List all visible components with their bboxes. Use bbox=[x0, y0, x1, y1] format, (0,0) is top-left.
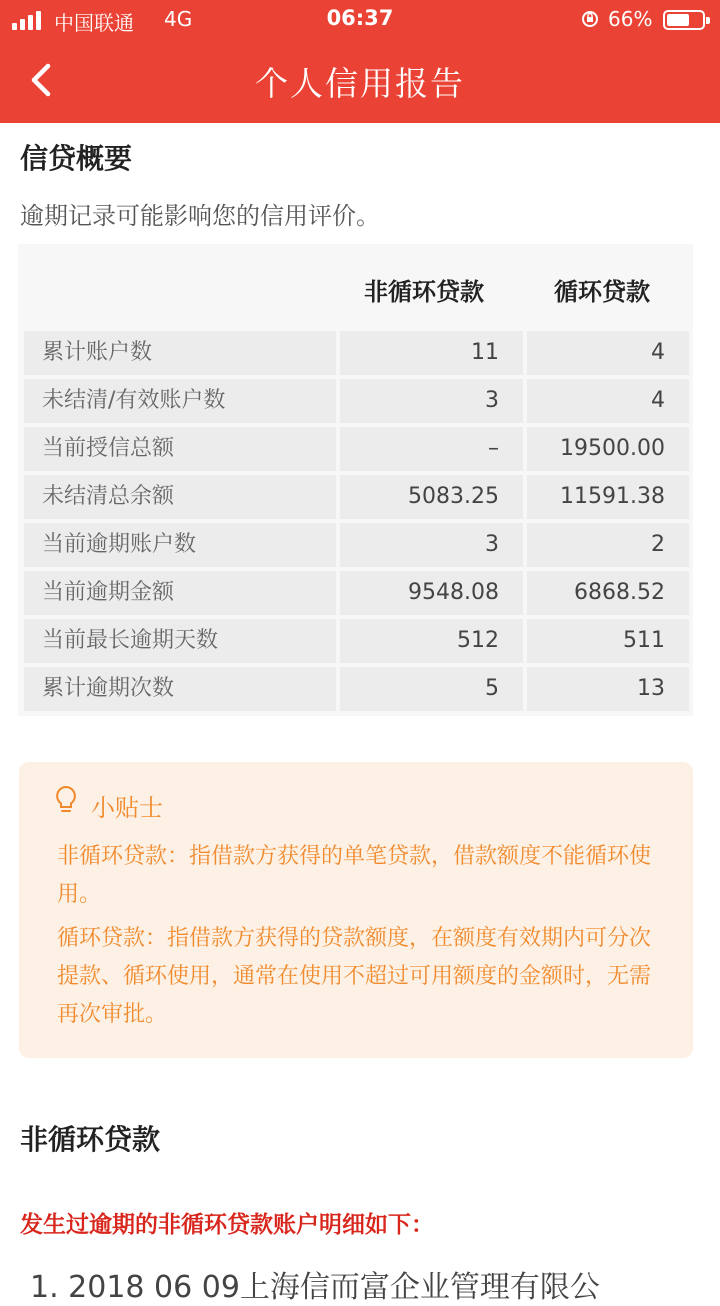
non-revolving-value: – bbox=[340, 427, 523, 471]
row-label: 当前授信总额 bbox=[24, 427, 336, 471]
non-revolving-value: 512 bbox=[340, 619, 523, 663]
row-label: 未结清总余额 bbox=[24, 475, 336, 519]
rotation-lock-icon bbox=[580, 9, 600, 29]
network-label: 4G bbox=[164, 7, 193, 31]
tips-title: 小贴士 bbox=[91, 794, 163, 822]
table-row bbox=[24, 571, 689, 615]
revolving-value: 4 bbox=[527, 379, 689, 423]
table-row bbox=[24, 523, 689, 567]
row-label: 当前最长逾期天数 bbox=[24, 619, 336, 663]
revolving-value: 13 bbox=[527, 667, 689, 711]
revolving-value: 4 bbox=[527, 331, 689, 375]
list-item[interactable]: 1. 2018 06 09上海信而富企业管理有限公 bbox=[30, 1270, 600, 1305]
non-revolving-value: 5 bbox=[340, 667, 523, 711]
tip-revolving: 循环贷款：指借款方获得的贷款额度，在额度有效期内可分次提款、循环使用，通常在使用不超过可用额度的金额时，无需再次审批。 bbox=[57, 926, 652, 1027]
revolving-value: 6868.52 bbox=[527, 571, 689, 615]
non-revolving-value: 9548.08 bbox=[340, 571, 523, 615]
tip-non-revolving: 非循环贷款：指借款方获得的单笔贷款，借款额度不能循环使用。 bbox=[57, 844, 652, 907]
table-row bbox=[24, 475, 689, 519]
row-label: 未结清/有效账户数 bbox=[24, 379, 336, 423]
non-revolving-value: 5083.25 bbox=[340, 475, 523, 519]
revolving-value: 2 bbox=[527, 523, 689, 567]
tips-card bbox=[19, 762, 693, 1058]
row-label: 当前逾期账户数 bbox=[24, 523, 336, 567]
column-header-non-revolving: 非循环贷款 bbox=[364, 278, 484, 306]
summary-subtitle: 逾期记录可能影响您的信用评价。 bbox=[20, 202, 380, 230]
battery-percent: 66% bbox=[608, 7, 653, 31]
column-header-revolving: 循环贷款 bbox=[554, 278, 650, 306]
non-revolving-value: 11 bbox=[340, 331, 523, 375]
battery-icon bbox=[663, 10, 705, 30]
overdue-warning: 发生过逾期的非循环贷款账户明细如下： bbox=[20, 1212, 434, 1238]
revolving-value: 11591.38 bbox=[527, 475, 689, 519]
page-title: 个人信用报告 bbox=[255, 64, 465, 103]
table-row bbox=[24, 427, 689, 471]
clock: 06:37 bbox=[326, 6, 394, 30]
row-label: 累计账户数 bbox=[24, 331, 336, 375]
carrier-label: 中国联通 bbox=[54, 11, 134, 35]
revolving-value: 19500.00 bbox=[527, 427, 689, 471]
non-revolving-value: 3 bbox=[340, 523, 523, 567]
section-title-non-revolving: 非循环贷款 bbox=[20, 1123, 161, 1156]
table-row bbox=[24, 331, 689, 375]
revolving-value: 511 bbox=[527, 619, 689, 663]
table-row bbox=[24, 619, 689, 663]
table-row bbox=[24, 379, 689, 423]
non-revolving-value: 3 bbox=[340, 379, 523, 423]
section-title-summary: 信贷概要 bbox=[20, 142, 133, 175]
header-bar bbox=[0, 0, 720, 123]
battery-fill bbox=[667, 14, 689, 26]
lightbulb-icon bbox=[53, 784, 79, 816]
row-label: 累计逾期次数 bbox=[24, 667, 336, 711]
table-row bbox=[24, 667, 689, 711]
status-bar bbox=[0, 0, 720, 40]
row-label: 当前逾期金额 bbox=[24, 571, 336, 615]
